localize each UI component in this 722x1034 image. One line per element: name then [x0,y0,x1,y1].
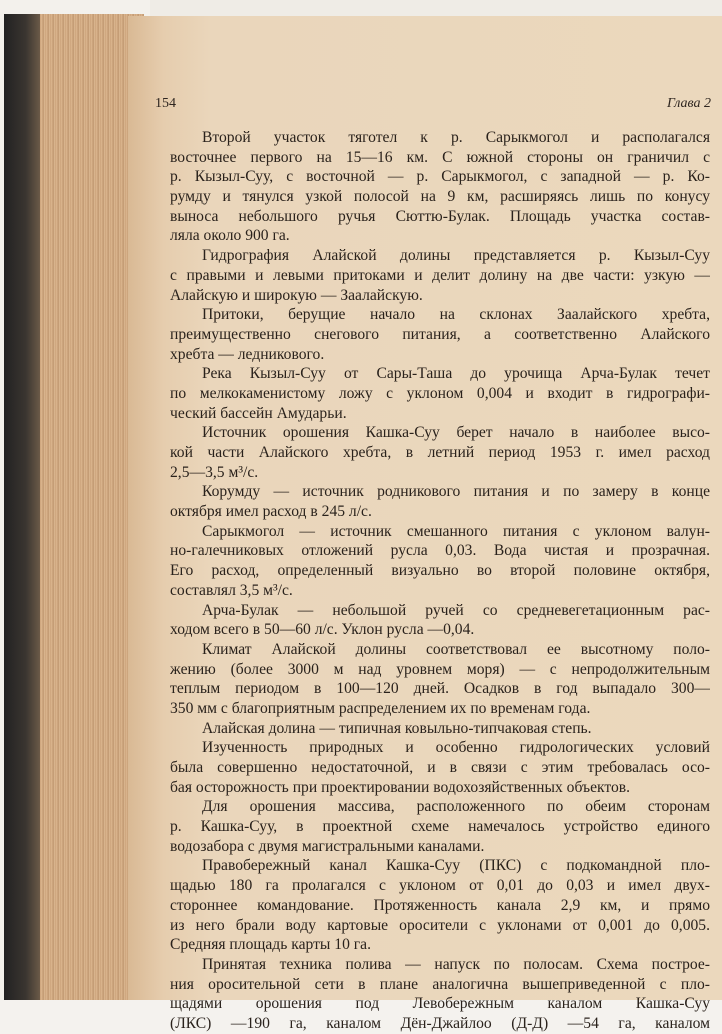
text-line: Источник орошения Кашка-Суу берет начало в наиболее высо- [202,424,710,442]
text-line: по мелкокаменистому ложу с уклоном 0,004 и входит в гидрографи- [170,384,710,402]
text-line: Притоки, берущие начало на склонах Заалайского хребта, [202,306,710,324]
page-number: 154 [155,96,176,111]
scanner-margin [150,0,722,16]
text-line: выноса небольшого ручья Сюттю-Булак. Площадь участка состав- [170,207,710,225]
text-line: бая осторожность при проектировании водохозяйственных объектов. [170,778,631,796]
text-line: Корумду — источник родникового питания и по замеру в конце [202,483,710,501]
chapter-title: Глава 2 [667,96,711,111]
text-line: Средняя площадь карты 10 га. [170,936,371,954]
text-line: кой части Алайского хребта, в летний период 1953 г. имел расход [170,444,710,461]
text-line: была совершенно недостаточной, и в связи с этим требовалась осо- [170,759,710,776]
text-line: жению (более 3000 м над уровнем моря) — с непродолжительным [170,660,710,678]
text-line: Алайская долина — типичная ковыльно-типчаковая степь. [202,719,592,737]
body-text [170,128,710,1034]
text-line: щадью 180 га пролагался с уклоном от 0,01 до 0,03 и имел двух- [170,877,710,895]
text-line: ходом всего в 50—60 л/с. Уклон русла —0,04. [170,621,475,639]
text-line: стороннее командование. Протяженность канала 2,9 км, и прямо [170,896,710,914]
text-line: составлял 3,5 м³/с. [170,581,293,599]
text-line: Алайскую и широкую — Заалайскую. [170,286,423,304]
text-line: Правобережный канал Кашка-Суу (ПКС) с подкомандной пло- [202,857,710,875]
text-line: Изученность природных и особенно гидрологических условий [202,739,710,757]
text-line: ческий бассейн Амударьи. [170,404,347,422]
running-header [155,96,711,118]
text-line: Река Кызыл-Суу от Сары-Таша до урочища Арча-Булак течет [202,365,710,383]
text-line: р. Кызыл-Суу, с восточной — р. Сарыкмогол, с западной — р. Ко- [170,168,710,186]
text-line: ляла около 900 га. [170,227,290,245]
text-line: 2,5—3,5 м³/с. [170,463,259,481]
text-line: с правыми и левыми притоками и делит долину на две части: узкую — [170,266,710,284]
text-line: преимущественно снегового питания, а соответственно Алайского [170,325,710,343]
text-line: Арча-Булак — небольшой ручей со средневегетационным рас- [202,601,710,619]
text-line: р. Кашка-Суу, в проектной схеме намечалось устройство единого [170,818,710,836]
text-line: 350 мм с благоприятным распределением их по временам года. [170,699,591,717]
text-line: Климат Алайской долины соответствовал ее высотному поло- [202,640,710,658]
text-line: но-галечниковых отложений русла 0,03. Вода чистая и прозрачная. [170,542,710,560]
text-line: Принятая техника полива — напуск по полосам. Схема построе- [202,955,710,973]
text-line: теплым периодом в 100—120 дней. Осадков в год выпадало 300— [170,680,710,698]
text-line: водозабора с двумя магистральными каналами. [170,837,485,855]
text-line: Для орошения массива, расположенного по обеим сторонам [202,798,710,816]
text-line: октября имел расход в 245 л/с. [170,503,372,521]
text-line: Гидрография Алайской долины представляется р. Кызыл-Суу [202,247,710,265]
text-line: Его расход, определенный визуально во второй половине октября, [170,562,710,580]
book-binding-shadow [4,14,40,1000]
text-line: щадями орошения под Левобережным каналом Кашка-Суу [170,995,710,1013]
text-line: румду и тянулся узкой полосой на 9 км, расширяясь лишь по конусу [170,188,710,206]
text-line: хребта — ледникового. [170,345,325,363]
text-line: восточнее первого на 15—16 км. С южной стороны он граничил с [170,148,710,166]
text-line: Второй участок тяготел к р. Сарыкмогол и располагался [202,129,710,146]
text-line: из него брали воду картовые оросители с уклонами от 0,001 до 0,005. [170,916,710,934]
text-line: ния оросительной сети в плане аналогична вышеприведенной с пло- [170,975,710,993]
text-line: Сарыкмогол — источник смешанного питания с уклоном валун- [202,522,710,540]
text-line: (ЛКС) —190 га, каналом Дён-Джайлоо (Д-Д) —54 га, каналом [170,1014,710,1032]
